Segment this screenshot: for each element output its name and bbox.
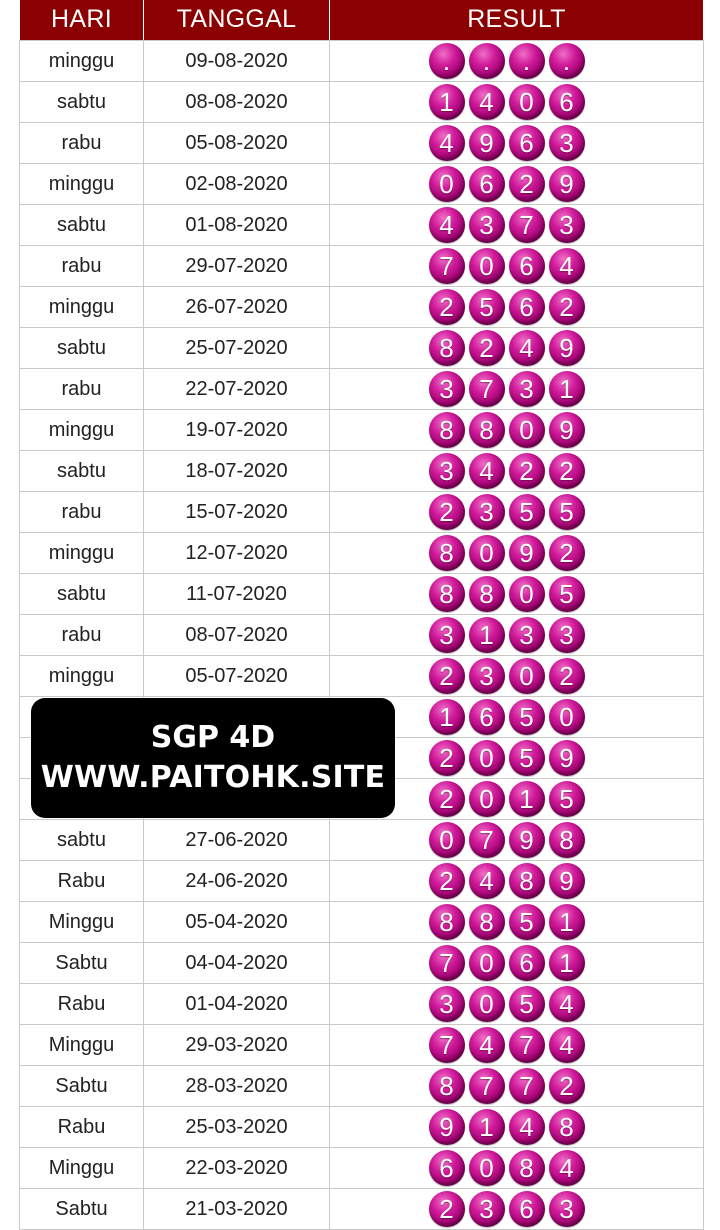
day-cell: minggu (20, 287, 144, 328)
result-ball: 3 (469, 1191, 505, 1227)
result-ball: 3 (469, 658, 505, 694)
result-cell (330, 41, 704, 82)
result-cell (330, 820, 704, 861)
day-cell: minggu (20, 41, 144, 82)
result-cell (330, 410, 704, 451)
result-cell (330, 943, 704, 984)
result-ball: 9 (549, 863, 585, 899)
result-cell (330, 902, 704, 943)
result-balls (330, 1191, 703, 1227)
result-ball: 9 (549, 740, 585, 776)
result-ball: 0 (469, 986, 505, 1022)
result-balls (330, 412, 703, 448)
result-ball: 0 (429, 822, 465, 858)
result-ball: 9 (429, 1109, 465, 1145)
day-cell: Rabu (20, 861, 144, 902)
result-ball: 3 (509, 371, 545, 407)
table-row (20, 287, 704, 328)
day-cell: sabtu (20, 574, 144, 615)
table-row (20, 1148, 704, 1189)
result-ball: 8 (549, 822, 585, 858)
result-balls (330, 125, 703, 161)
result-balls (330, 248, 703, 284)
date-cell: 25-07-2020 (144, 328, 330, 369)
result-cell (330, 492, 704, 533)
date-cell: 28-03-2020 (144, 1066, 330, 1107)
result-ball: 9 (549, 166, 585, 202)
result-ball: 2 (549, 289, 585, 325)
watermark-overlay (31, 698, 395, 818)
date-cell: 24-06-2020 (144, 861, 330, 902)
result-ball: 4 (469, 84, 505, 120)
result-balls (330, 617, 703, 653)
result-ball: 9 (549, 412, 585, 448)
result-ball: 8 (429, 412, 465, 448)
result-ball: 1 (469, 1109, 505, 1145)
table-row (20, 164, 704, 205)
watermark-url: WWW.PAITOHK.SITE (40, 760, 386, 795)
day-cell: Sabtu (20, 1189, 144, 1230)
result-ball: 2 (509, 166, 545, 202)
result-ball: 0 (429, 166, 465, 202)
result-ball: 6 (509, 125, 545, 161)
result-ball: 7 (509, 1068, 545, 1104)
table-row (20, 205, 704, 246)
result-ball: 8 (469, 412, 505, 448)
day-cell: Sabtu (20, 1066, 144, 1107)
watermark-title: SGP 4D (150, 720, 276, 755)
result-ball: 4 (469, 1027, 505, 1063)
result-ball: 3 (469, 207, 505, 243)
result-ball: 4 (509, 330, 545, 366)
header-row (20, 0, 704, 41)
result-ball: 7 (509, 1027, 545, 1063)
date-cell: 26-07-2020 (144, 287, 330, 328)
result-balls (330, 84, 703, 120)
day-cell: sabtu (20, 82, 144, 123)
table-row (20, 533, 704, 574)
table-row (20, 82, 704, 123)
result-ball: 1 (429, 84, 465, 120)
day-cell: Rabu (20, 1107, 144, 1148)
date-cell: 25-03-2020 (144, 1107, 330, 1148)
result-ball: 2 (549, 453, 585, 489)
date-cell: 08-08-2020 (144, 82, 330, 123)
result-ball: 4 (549, 986, 585, 1022)
result-ball: 7 (429, 248, 465, 284)
day-cell: Sabtu (20, 943, 144, 984)
date-cell: 15-07-2020 (144, 492, 330, 533)
date-cell: 09-08-2020 (144, 41, 330, 82)
result-cell (330, 123, 704, 164)
result-ball: 6 (469, 699, 505, 735)
date-cell: 04-04-2020 (144, 943, 330, 984)
result-ball: 2 (429, 863, 465, 899)
date-cell: 19-07-2020 (144, 410, 330, 451)
result-ball: 4 (469, 453, 505, 489)
result-balls (330, 945, 703, 981)
table-row (20, 574, 704, 615)
result-ball: 6 (509, 248, 545, 284)
table-row (20, 451, 704, 492)
day-cell: sabtu (20, 451, 144, 492)
date-cell: 05-08-2020 (144, 123, 330, 164)
result-ball: 8 (429, 1068, 465, 1104)
table-row (20, 861, 704, 902)
result-ball: 8 (429, 535, 465, 571)
table-row (20, 328, 704, 369)
day-cell: rabu (20, 492, 144, 533)
result-ball: 5 (509, 740, 545, 776)
result-ball: 3 (429, 453, 465, 489)
result-cell (330, 615, 704, 656)
table-row (20, 902, 704, 943)
result-cell (330, 1025, 704, 1066)
day-cell: rabu (20, 246, 144, 287)
result-ball: 7 (429, 945, 465, 981)
result-ball: 8 (509, 863, 545, 899)
result-balls (330, 207, 703, 243)
result-ball: 0 (469, 945, 505, 981)
result-ball: 2 (429, 1191, 465, 1227)
result-ball: 3 (549, 1191, 585, 1227)
result-ball: 2 (429, 658, 465, 694)
result-ball: 7 (469, 1068, 505, 1104)
result-ball: 6 (509, 1191, 545, 1227)
day-cell: sabtu (20, 205, 144, 246)
result-balls (330, 904, 703, 940)
result-cell (330, 1148, 704, 1189)
result-ball: 5 (549, 576, 585, 612)
result-ball: . (429, 43, 465, 79)
result-balls (330, 43, 703, 79)
table-row (20, 615, 704, 656)
date-cell: 22-07-2020 (144, 369, 330, 410)
result-ball: 2 (429, 289, 465, 325)
result-cell (330, 1107, 704, 1148)
table-row (20, 1189, 704, 1230)
result-balls (330, 1150, 703, 1186)
result-ball: 0 (509, 84, 545, 120)
day-cell: minggu (20, 410, 144, 451)
header-hari: HARI (20, 0, 144, 41)
results-table (19, 0, 704, 1230)
result-cell (330, 287, 704, 328)
result-balls (330, 330, 703, 366)
result-balls (330, 1109, 703, 1145)
date-cell: 18-07-2020 (144, 451, 330, 492)
result-ball: 6 (509, 945, 545, 981)
day-cell: sabtu (20, 328, 144, 369)
result-ball: 9 (549, 330, 585, 366)
result-ball: 1 (549, 371, 585, 407)
table-row (20, 492, 704, 533)
result-balls (330, 535, 703, 571)
date-cell: 12-07-2020 (144, 533, 330, 574)
result-ball: 6 (509, 289, 545, 325)
table-row (20, 41, 704, 82)
day-cell: Minggu (20, 1025, 144, 1066)
result-cell (330, 205, 704, 246)
result-ball: 5 (549, 781, 585, 817)
result-ball: 6 (469, 166, 505, 202)
table-row (20, 1066, 704, 1107)
result-balls (330, 453, 703, 489)
date-cell: 11-07-2020 (144, 574, 330, 615)
table-row (20, 820, 704, 861)
date-cell: 29-03-2020 (144, 1025, 330, 1066)
result-ball: . (469, 43, 505, 79)
result-ball: 3 (549, 207, 585, 243)
date-cell: 02-08-2020 (144, 164, 330, 205)
result-ball: 3 (429, 617, 465, 653)
date-cell: 27-06-2020 (144, 820, 330, 861)
result-ball: 9 (509, 822, 545, 858)
result-ball: 1 (549, 904, 585, 940)
results-table-container (19, 0, 703, 1230)
result-ball: 2 (549, 535, 585, 571)
result-ball: 2 (509, 453, 545, 489)
header-result: RESULT (330, 0, 704, 41)
result-balls (330, 576, 703, 612)
day-cell: minggu (20, 164, 144, 205)
day-cell: rabu (20, 615, 144, 656)
result-ball: 8 (429, 904, 465, 940)
result-ball: 0 (509, 412, 545, 448)
result-ball: 2 (429, 740, 465, 776)
result-ball: 8 (429, 576, 465, 612)
result-ball: 1 (509, 781, 545, 817)
result-cell (330, 82, 704, 123)
result-ball: 4 (469, 863, 505, 899)
result-cell (330, 1189, 704, 1230)
result-ball: 5 (509, 494, 545, 530)
result-cell (330, 574, 704, 615)
result-ball: 4 (549, 1027, 585, 1063)
result-ball: 0 (509, 658, 545, 694)
result-cell (330, 451, 704, 492)
result-ball: 3 (549, 617, 585, 653)
result-balls (330, 371, 703, 407)
day-cell: sabtu (20, 820, 144, 861)
result-cell (330, 369, 704, 410)
result-balls (330, 494, 703, 530)
result-ball: 5 (509, 986, 545, 1022)
day-cell: minggu (20, 656, 144, 697)
result-ball: 1 (469, 617, 505, 653)
table-header (20, 0, 704, 41)
result-ball: 7 (469, 822, 505, 858)
result-ball: 8 (509, 1150, 545, 1186)
day-cell: minggu (20, 533, 144, 574)
result-ball: 2 (429, 494, 465, 530)
result-ball: 8 (429, 330, 465, 366)
result-ball: 8 (469, 576, 505, 612)
table-row (20, 123, 704, 164)
result-balls (330, 289, 703, 325)
date-cell: 05-04-2020 (144, 902, 330, 943)
date-cell: 01-04-2020 (144, 984, 330, 1025)
result-cell (330, 984, 704, 1025)
result-ball: 7 (429, 1027, 465, 1063)
result-cell (330, 328, 704, 369)
result-ball: 5 (509, 904, 545, 940)
result-ball: 5 (549, 494, 585, 530)
result-ball: 2 (549, 1068, 585, 1104)
day-cell: Minggu (20, 902, 144, 943)
table-row (20, 943, 704, 984)
result-ball: 5 (509, 699, 545, 735)
result-ball: 8 (469, 904, 505, 940)
result-balls (330, 863, 703, 899)
table-row (20, 1107, 704, 1148)
result-ball: . (549, 43, 585, 79)
result-ball: 7 (509, 207, 545, 243)
result-ball: 0 (469, 740, 505, 776)
result-ball: 0 (469, 248, 505, 284)
result-ball: 1 (549, 945, 585, 981)
result-ball: . (509, 43, 545, 79)
result-ball: 7 (469, 371, 505, 407)
result-ball: 8 (549, 1109, 585, 1145)
table-row (20, 246, 704, 287)
result-ball: 4 (509, 1109, 545, 1145)
table-body (20, 41, 704, 1230)
result-ball: 0 (549, 699, 585, 735)
result-ball: 3 (469, 494, 505, 530)
result-cell (330, 861, 704, 902)
day-cell: rabu (20, 369, 144, 410)
table-row (20, 984, 704, 1025)
day-cell: Rabu (20, 984, 144, 1025)
date-cell: 21-03-2020 (144, 1189, 330, 1230)
result-ball: 4 (429, 125, 465, 161)
result-ball: 0 (469, 781, 505, 817)
result-balls (330, 1068, 703, 1104)
table-row (20, 1025, 704, 1066)
date-cell: 01-08-2020 (144, 205, 330, 246)
header-tanggal: TANGGAL (144, 0, 330, 41)
result-ball: 5 (469, 289, 505, 325)
result-ball: 2 (469, 330, 505, 366)
result-cell (330, 533, 704, 574)
result-balls (330, 822, 703, 858)
result-balls (330, 1027, 703, 1063)
result-ball: 0 (469, 1150, 505, 1186)
result-cell (330, 656, 704, 697)
result-ball: 2 (429, 781, 465, 817)
result-ball: 3 (429, 986, 465, 1022)
date-cell: 08-07-2020 (144, 615, 330, 656)
day-cell: rabu (20, 123, 144, 164)
result-ball: 3 (509, 617, 545, 653)
result-ball: 6 (549, 84, 585, 120)
result-ball: 9 (469, 125, 505, 161)
day-cell: Minggu (20, 1148, 144, 1189)
result-ball: 2 (549, 658, 585, 694)
date-cell: 05-07-2020 (144, 656, 330, 697)
result-ball: 3 (429, 371, 465, 407)
result-balls (330, 658, 703, 694)
result-cell (330, 246, 704, 287)
result-balls (330, 166, 703, 202)
result-balls (330, 986, 703, 1022)
table-row (20, 410, 704, 451)
result-cell (330, 164, 704, 205)
result-ball: 0 (469, 535, 505, 571)
result-ball: 6 (429, 1150, 465, 1186)
date-cell: 29-07-2020 (144, 246, 330, 287)
result-ball: 1 (429, 699, 465, 735)
result-ball: 3 (549, 125, 585, 161)
result-ball: 9 (509, 535, 545, 571)
table-row (20, 656, 704, 697)
result-ball: 4 (549, 248, 585, 284)
date-cell: 22-03-2020 (144, 1148, 330, 1189)
result-ball: 4 (549, 1150, 585, 1186)
result-ball: 0 (509, 576, 545, 612)
result-cell (330, 1066, 704, 1107)
result-ball: 4 (429, 207, 465, 243)
table-row (20, 369, 704, 410)
